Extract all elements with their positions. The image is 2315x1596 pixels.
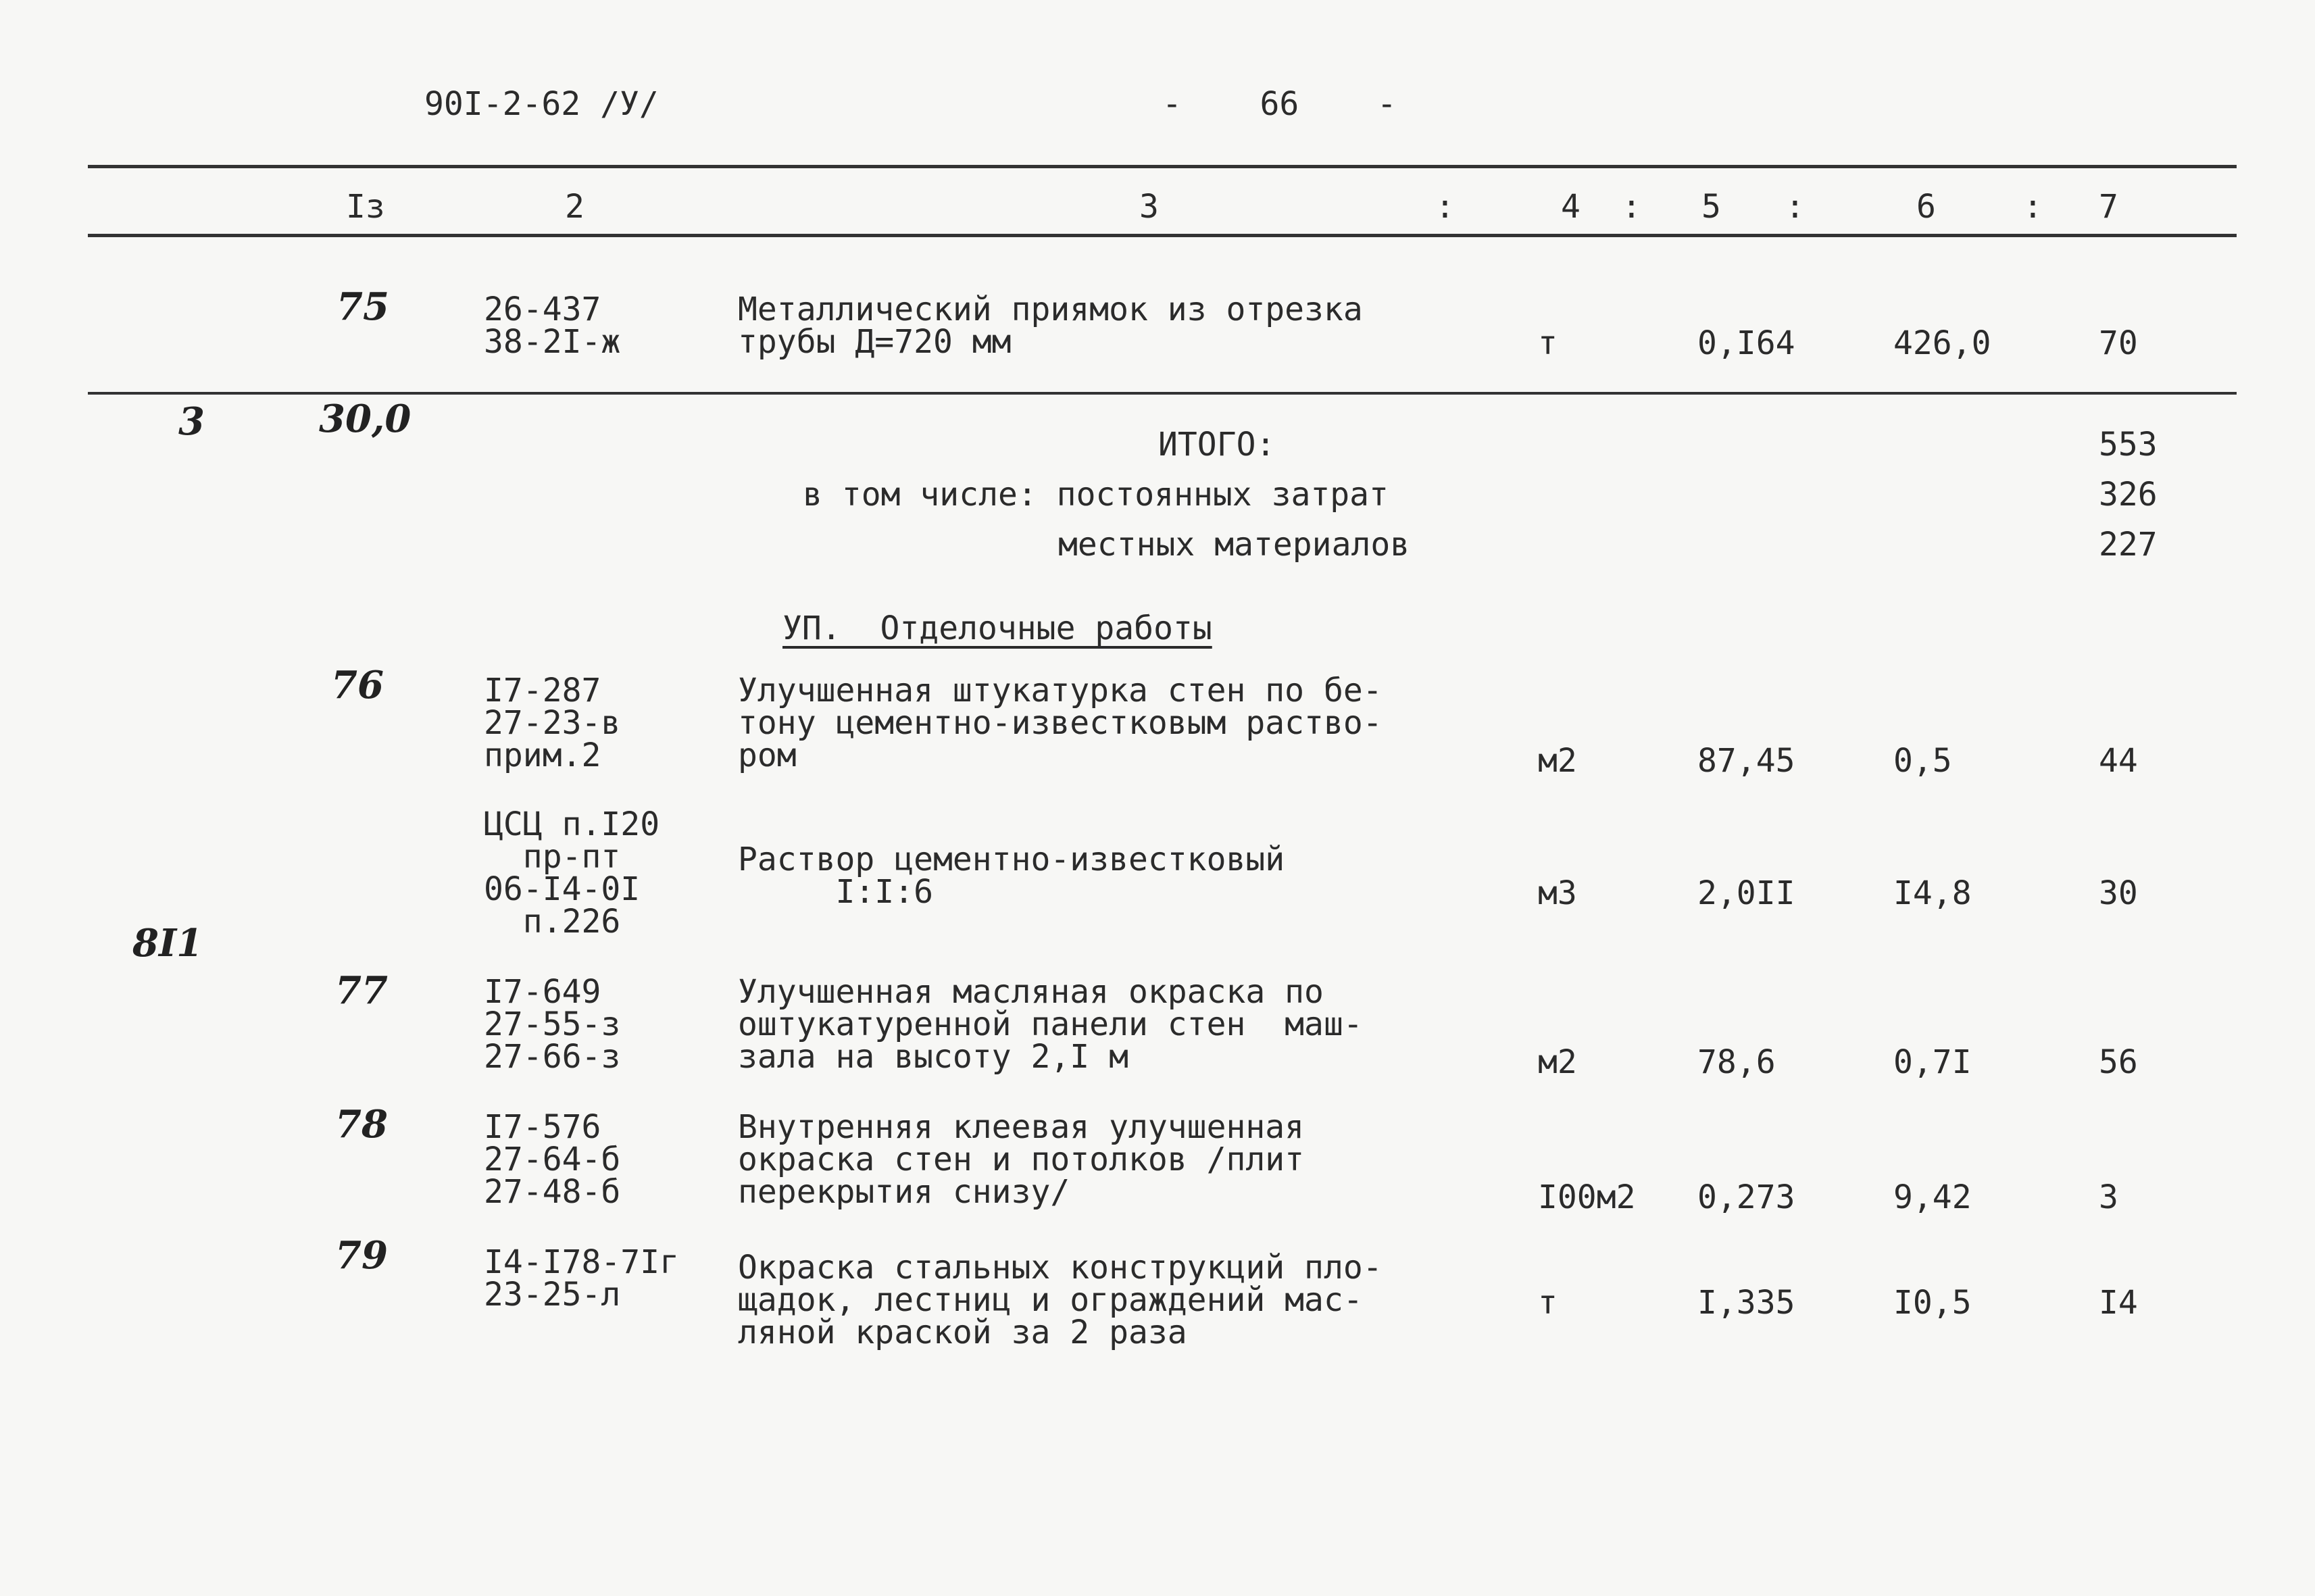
row-unit: м2 xyxy=(1538,1043,1577,1081)
row-code: I7-287 27-23-в прим.2 xyxy=(484,672,621,774)
row-total: 56 xyxy=(2099,1043,2138,1081)
row-price: I4,8 xyxy=(1893,874,1972,912)
row-price: 9,42 xyxy=(1893,1178,1972,1216)
row-number: 76 xyxy=(331,663,384,707)
row-quantity: 2,0II xyxy=(1697,874,1795,912)
row-number: 79 xyxy=(335,1233,388,1278)
local-value: 227 xyxy=(2099,526,2158,564)
margin-note: 3 xyxy=(178,399,205,444)
row-description: Улучшенная штукатурка стен по бе- тону цементно-известковым раство- ром xyxy=(738,672,1383,774)
margin-note: 8I1 xyxy=(132,921,203,966)
col-header-1: Iз xyxy=(346,188,385,226)
row-quantity: 78,6 xyxy=(1697,1043,1776,1081)
col-sep-6-7: : xyxy=(2023,188,2043,226)
itogo-label: ИТОГО: xyxy=(1158,426,1276,464)
header-bottom-rule xyxy=(88,234,2237,237)
row-description: Внутренняя клеевая улучшенная окраска стен и потолков /плит перекрытия снизу/ xyxy=(738,1108,1305,1211)
row-description: Улучшенная масляная окраска по оштукатуренной панели стен маш- зала на высоту 2,I м xyxy=(738,973,1363,1076)
row-quantity: 87,45 xyxy=(1697,742,1795,780)
col-sep-3-4: : xyxy=(1435,188,1455,226)
col-header-6: 6 xyxy=(1916,188,1936,226)
row-total: 70 xyxy=(2099,324,2138,362)
row-code: I7-576 27-64-б 27-48-б xyxy=(484,1108,621,1211)
row-quantity: 0,I64 xyxy=(1697,324,1795,362)
row-total: 30 xyxy=(2099,874,2138,912)
row-unit: I00м2 xyxy=(1538,1178,1636,1216)
row-total: 3 xyxy=(2099,1178,2118,1216)
row-price: I0,5 xyxy=(1893,1284,1972,1322)
row-code: 26-437 38-2I-ж xyxy=(484,291,621,361)
row-price: 426,0 xyxy=(1893,324,1991,362)
incl-value: 326 xyxy=(2099,476,2158,514)
row-number: 78 xyxy=(335,1102,388,1147)
row-number: 75 xyxy=(337,284,389,329)
row-unit: т xyxy=(1538,1284,1558,1322)
local-label: местных материалов xyxy=(1058,526,1410,564)
subtotal-rule xyxy=(88,392,2237,395)
incl-label: в том числе: постоянных затрат xyxy=(803,476,1389,514)
row-price: 0,7I xyxy=(1893,1043,1972,1081)
col-header-2: 2 xyxy=(565,188,584,226)
row-total: 44 xyxy=(2099,742,2138,780)
col-header-4: 4 xyxy=(1561,188,1580,226)
row-unit: т xyxy=(1538,324,1558,362)
row-total: I4 xyxy=(2099,1284,2138,1322)
row-code: ЦСЦ п.I20 пр-пт 06-I4-0I п.226 xyxy=(484,805,660,941)
page-number: - 66 - xyxy=(1162,85,1397,123)
row-description: Раствор цементно-известковый I:I:6 xyxy=(738,841,1285,911)
row-quantity: 0,273 xyxy=(1697,1178,1795,1216)
col-header-7: 7 xyxy=(2099,188,2118,226)
col-sep-5-6: : xyxy=(1785,188,1805,226)
col-header-5: 5 xyxy=(1701,188,1721,226)
row-code: I4-I78-7Iг 23-25-л xyxy=(484,1243,679,1314)
section-title: УП. Отделочные работы xyxy=(782,609,1212,647)
itogo-value: 553 xyxy=(2099,426,2158,464)
header-top-rule xyxy=(88,165,2237,168)
row-price: 0,5 xyxy=(1893,742,1952,780)
col-header-3: 3 xyxy=(1139,188,1159,226)
row-description: Металлический приямок из отрезка трубы Д=720 мм xyxy=(738,291,1363,361)
row-unit: м2 xyxy=(1538,742,1577,780)
row-quantity: I,335 xyxy=(1697,1284,1795,1322)
col-sep-4-5: : xyxy=(1622,188,1641,226)
row-description: Окраска стальных конструкций пло- щадок, лестниц и ограждений мас- ляной краской за 2 раза xyxy=(738,1249,1383,1351)
row-code: I7-649 27-55-з 27-66-з xyxy=(484,973,621,1076)
row-number: 77 xyxy=(335,968,388,1013)
row-unit: м3 xyxy=(1538,874,1577,912)
margin-note: 30,0 xyxy=(319,397,412,441)
doc-code: 90I-2-62 /У/ xyxy=(424,85,659,123)
